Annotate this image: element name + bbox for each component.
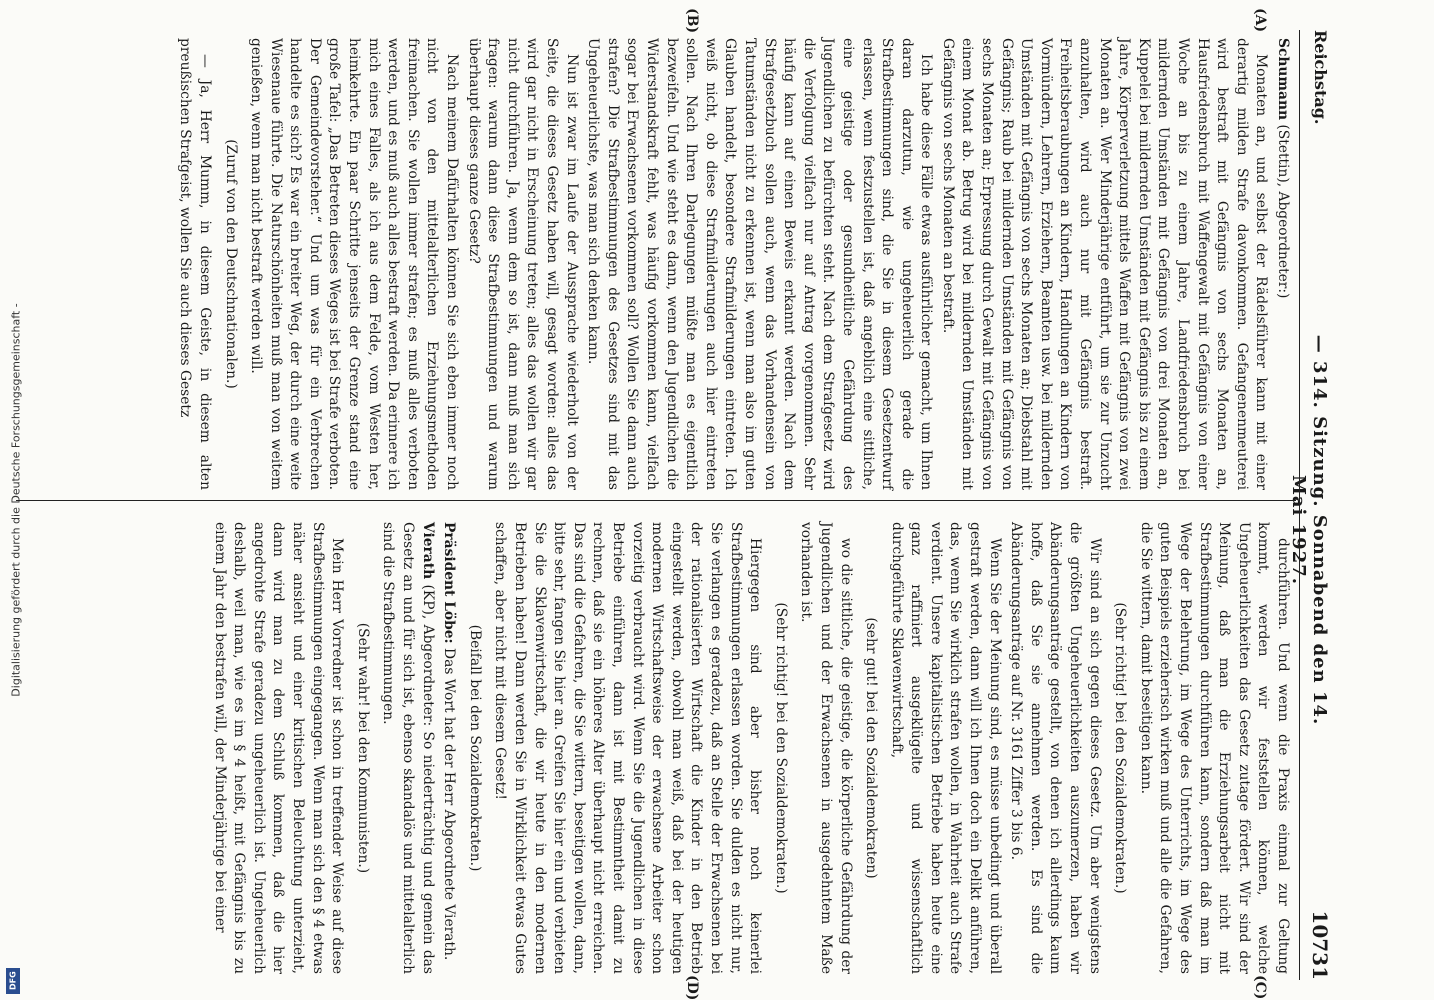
speaker-text: Das Wort hat der Herr Abgeordnete Vierath. <box>441 643 458 961</box>
page-number: 10731 <box>1308 910 1332 980</box>
column-divider <box>16 500 1296 501</box>
speaker-paragraph <box>1272 38 1292 490</box>
body-paragraph: wo die sittliche, die geistige, die körperliche Gefährdung der Jugendlichen und der Erwachsenen in ausgedehntem Maße vorhanden ist. <box>798 522 854 974</box>
speaker-name: Schumann <box>1275 38 1291 121</box>
speaker-paragraph <box>378 522 437 974</box>
body-paragraph: Nun ist zwar im Laufe der Aussprache wiederholt von der Seite, die dieses Gesetz haben will, gesagt worden: alles das wird gar nicht in Erscheinung treten; alles das wollen wir gar nicht durchführen. Ja, wenn dem so ist, dann muß man sich fragen: warum dann diese Strafbestimmungen und warum überhaupt dieses ganze Gesetz? <box>465 38 580 490</box>
right-column <box>207 522 1292 974</box>
left-column <box>173 38 1292 490</box>
header-reichstag: Reichstag. <box>1311 30 1330 125</box>
page-header <box>1288 30 1332 980</box>
digitization-credit: Digitalisierung gefördert durch die Deutsche Forschungsgemeinschaft - <box>9 303 23 697</box>
speaker-name: Vierath <box>419 522 436 580</box>
margin-marker-a: (A) <box>1252 8 1268 33</box>
interjection: (Sehr wahr! bei den Kommunisten.) <box>354 622 371 874</box>
body-paragraph: Monaten an, und selbst der Rädelsführer kann mit einer derartig milden Strafe davonkommen. Gefangenenmeuterei wird bestraft mit Gefängnis von sechs Monaten an, Hausfriedensbruch mit Waffengewalt mit Gefängnis von einer Woche an bis zu einem Jahre, Landfriedensbruch bei mildernden Umständen mit Gefängnis von drei Monaten an, Kuppelei bei mildernden Umständen mit Gefängnis bis zu einem Jahre, Körperverletzung mittels Waffen mit Gefängnis von zwei Monaten an. Wer Minderjährige entführt, um sie zur Unzucht anzuhalten, wird auch nur mit Gefängnis bestraft. Freiheitsberaubungen an Kindern, Handlungen an Kindern von Vormündern, Lehrern, Erziehern, Beamten usw. bei mildernden Umständen mit Gefängnis von sechs Monaten an; Diebstahl mit Gefängnis; Raub bei mildernden Umständen mit Gefängnis von sechs Monaten an; Erpressung durch Gewalt mit Gefängnis von einem Monat ab. Betrug wird bei mildernden Umständen mit Gefängnis von sechs Monaten an bestraft. <box>939 38 1270 490</box>
interjection: (Beifall bei den Sozialdemokraten.) <box>466 624 483 872</box>
margin-marker-b: (B) <box>684 8 700 34</box>
header-session: — 314. Sitzung. Sonnabend den 14. Mai 1927. <box>1288 334 1330 726</box>
body-paragraph: durchführen. Und wenn die Praxis einmal zur Geltung kommt, werden wir feststellen können, welche Ungeheuerlichkeiten das Gesetz zutage fördert. Wir sind der Meinung, daß man die Erziehungsarbeit nicht mit Strafbestimmungen durchführen kann, sondern daß man im Wege der Belehrung, im Wege des Unterrichts, im Wege des guten Beispiels erzieherisch wirken muß und alle die Gefahren, die Sie wittern, damit beseitigen kann. <box>1137 522 1291 974</box>
header-rule <box>1299 30 1300 980</box>
body-paragraph: Ich habe diese Fälle etwas ausführlicher gemacht, um Ihnen daran darzutun, wie ungeheuerlich gerade die Strafbestimmungen sind, die Sie in diesem Gesetzentwurf erlassen, wenn festzustellen ist, daß angeblich eine sittliche, eine geistige oder gesundheitliche Gefährdung des Jugendlichen zu befürchten steht. Nach dem Strafgesetz wird die Verfolgung vielfach nur auf Antrag vorgenommen. Sehr häufig kann auf einen Beweis erkannt werden. Nach dem Strafgesetzbuch sollen auch, wenn das Vorhandensein von Tatumständen nicht zu erkennen ist, wenn man also im guten Glauben handelt, besondere Strafmilderungen eintreten. Ich weiß nicht, ob diese Strafmilderungen auch hier eintreten sollen. Nach Ihren Darlegungen müßte man es eigentlich bezweifeln. Und wie steht es dann, wenn den Jugendlichen die Widerstandskraft fehlt, was häufig vorkommen kann, vielfach sogar bei Erwachsenen vorkommen soll? Wollen Sie dann auch strafen? Die Strafbestimmungen des Gesetzes sind mit das Ungeheuerlichste, was man sich denken kann. <box>585 38 935 490</box>
margin-marker-d: (D) <box>684 975 700 1000</box>
speaker-paragraph <box>439 522 459 974</box>
dfg-logo-icon: DFG <box>6 968 20 994</box>
body-paragraph: Hiergegen sind aber bisher noch keinerlei Strafbestimmungen erlassen worden. Sie dulden es nicht nur, Sie verlangen es geradezu, daß an Stelle der Erwachsenen bei der rationalisierten Wirtschaft die Kinder in den Betrieb eingestellt werden, obwohl man weiß, daß bei der heutigen modernen Wirtschaftsweise der erwachsene Arbeiter schon vorzeitig verbraucht wird. Wenn Sie die Jugendlichen in diese Betriebe einführen, dann ist mit Bestimmtheit damit zu rechnen, daß sie ein höheres Alter überhaupt nicht erreichen. Das sind die Gefahren, die Sie wittern, beseitigen wollen, dann, bitte sehr, fangen Sie hier an. Greifen Sie hier ein und verbieten Sie die Sklavenwirtschaft, die wir heute in den modernen Betrieben haben! Dann werden Sie in Wirklichkeit etwas Gutes schaffen, aber nicht mit diesem Gesetz! <box>492 522 764 974</box>
body-paragraph: Nach meinem Dafürhalten können Sie sich eben immer noch nicht von den mittelalterlichen Erziehungsmethoden freimachen. Sie wollen immer strafen; es muß alles verboten werden, und es muß auch alles bestraft werden. Da erinnere ich mich eines Falles, als ich aus dem Felde, vom Westen her, heimkehrte. Ein paar Schritte jenseits der Grenze stand eine große Tafel: „Das Betreten dieses Weges ist bei Strafe verboten. Der Gemeindevorsteher.“ Und um was für ein Verbrechen handelte es sich? Es war ein breiter Weg, der durch eine weite Wiesenaue führte. Die Naturschönheiten muß man von weitem genießen, wenn man nicht bestraft werden will. <box>248 38 461 490</box>
body-paragraph: Mein Herr Vorredner ist schon in treffender Weise auf diese Strafbestimmungen eingegangen. Wenn man sich den § 4 etwas näher ansieht und einer kritischen Beleuchtung unterzieht, dann wird man zu dem Schluß kommen, daß die hier angedrohte Strafe geradezu ungeheuerlich ist. Ungeheuerlich deshalb, weil man, wie es im § 4 heißt, mit Gefängnis bis zu einem Jahr den bestrafen will, der Minderjährige bei einer <box>211 522 346 974</box>
interjection: (Zuruf von den Deutschnationalen.) <box>222 139 239 389</box>
body-paragraph: — Ja, Herr Mumm, in diesem Geiste, in diesem alten preußischen Strafgeist, wollen Sie auch dieses Gesetz <box>177 38 213 490</box>
body-paragraph: Wenn Sie der Meinung sind, es müsse unbedingt und überall gestraft werden, dann will ich Ihnen doch ein Delikt anführen, das, wenn Sie wirklich strafen wollen, in Wahrheit auch Strafe verdient. Unsere kapitalistischen Betriebe haben heute eine ganz raffiniert ausgeklügelte und wissenschaftlich durchgeführte Sklavenwirtschaft, <box>888 522 1003 974</box>
body-paragraph: Wir sind an sich gegen dieses Gesetz. Um aber wenigstens die größten Ungeheuerlichkeiten auszumerzen, haben wir Abänderungsanträge gestellt, von denen ich allerdings kaum hoffe, daß Sie sie annehmen werden. Es sind die Abänderungsanträge auf Nr. 3161 Ziffer 3 bis 6. <box>1008 522 1103 974</box>
interjection: (Sehr richtig! bei den Sozialdemokraten.) <box>772 602 789 894</box>
speaker-name: Präsident Löbe: <box>441 522 458 644</box>
speaker-text: (KP), Abgeordneter: So niederträchtig und gemein das Gesetz an und für sich ist, ebenso skandalös und mittelalterlich sind die Strafbestimmungen. <box>380 522 436 974</box>
interjection: (Sehr richtig! bei den Sozialdemokraten.) <box>1112 602 1129 894</box>
interjection: (sehr gut! bei den Sozialdemokraten) <box>863 617 880 879</box>
margin-marker-c: (C) <box>1252 975 1268 1000</box>
speaker-text: (Stettin), Abgeordneter:) <box>1275 120 1291 299</box>
